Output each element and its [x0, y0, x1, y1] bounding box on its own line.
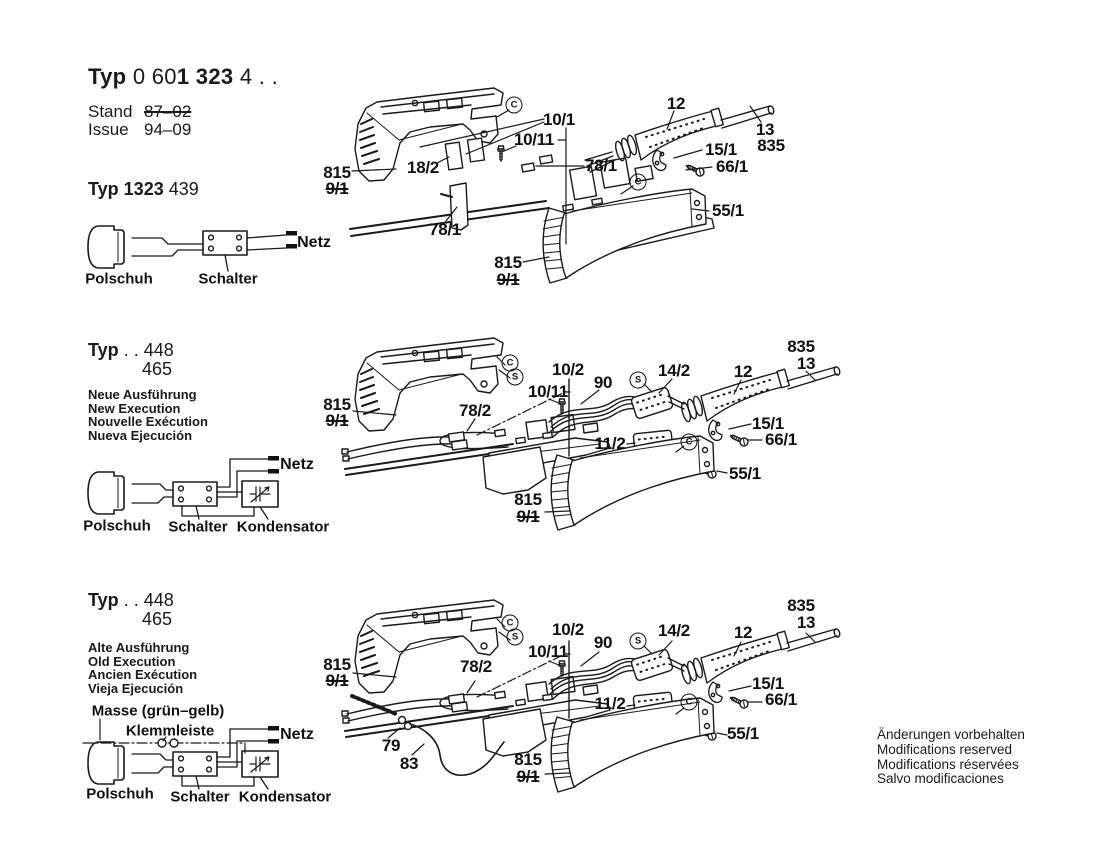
execution-note-new: Neue Ausführung New Execution Nouvelle Exécution Nueva Ejecución	[88, 387, 208, 443]
part-90: 90	[593, 633, 613, 652]
circled-s-marker: S	[507, 629, 524, 646]
part-90: 90	[593, 373, 613, 392]
part-9-1-superseded: 9/1	[325, 411, 349, 430]
part-815: 815	[323, 163, 351, 182]
document-title: Typ 0 601 323 4 . .	[88, 64, 279, 89]
kondensator-label: Kondensator	[236, 518, 330, 536]
circled-c-marker: C	[502, 615, 519, 632]
stand-value-superseded: 87–02	[144, 102, 192, 121]
part-15-1: 15/1	[705, 140, 737, 159]
typ-label: Typ	[88, 64, 127, 89]
part-10-11: 10/11	[527, 382, 569, 401]
execution-note-old: Alte Ausführung Old Execution Ancien Exécution Vieja Ejecución	[88, 640, 198, 696]
part-12: 12	[733, 362, 753, 381]
part-78-1: 78/1	[429, 220, 461, 239]
part-14-2: 14/2	[658, 621, 690, 640]
part-15-1: 15/1	[752, 674, 784, 693]
issue-value: 94–09	[144, 120, 192, 139]
netz-label: Netz	[280, 456, 314, 473]
circled-s-marker: S	[630, 633, 647, 650]
part-14-2: 14/2	[658, 361, 690, 380]
netz-label: Netz	[280, 726, 314, 743]
part-12: 12	[666, 94, 686, 113]
part-13: 13	[796, 613, 816, 632]
part-78-1: 78/1	[585, 156, 617, 175]
modifications-notice: Änderungen vorbehalten Modifications reserved Modifications réservées Salvo modificaciones	[877, 727, 1025, 787]
circled-c-marker: C	[681, 694, 698, 711]
part-9-1-superseded: 9/1	[516, 507, 540, 526]
polschuh-label: Polschuh	[83, 517, 151, 535]
section-title-448-465-new: Typ . . 448 465	[88, 340, 174, 379]
part-815: 815	[514, 750, 542, 769]
klemmleiste-label: Klemmleiste	[125, 722, 215, 740]
part-9-1-superseded: 9/1	[325, 671, 349, 690]
part-13: 13	[755, 120, 775, 139]
circled-c-marker: C	[502, 355, 519, 372]
part-66-1: 66/1	[716, 157, 748, 176]
part-815: 815	[514, 490, 542, 509]
schalter-label: Schalter	[170, 788, 230, 806]
part-10-11: 10/11	[527, 642, 569, 661]
section-title-448-465-old: Typ . . 448 465	[88, 590, 174, 629]
part-13: 13	[796, 354, 816, 373]
circled-c-marker: C	[681, 434, 698, 451]
part-55-1: 55/1	[712, 201, 744, 220]
circled-c-marker: C	[506, 97, 523, 114]
part-66-1: 66/1	[765, 690, 797, 709]
part-66-1: 66/1	[765, 430, 797, 449]
part-9-1-superseded: 9/1	[516, 767, 540, 786]
part-10-2: 10/2	[552, 620, 584, 639]
part-78-2: 78/2	[460, 657, 492, 676]
part-10-11: 10/11	[513, 130, 555, 149]
schalter-label: Schalter	[168, 518, 228, 536]
section-title-1323-439: Typ 1323 439	[88, 179, 199, 199]
part-11-2: 11/2	[594, 694, 626, 713]
kondensator-label: Kondensator	[238, 788, 332, 806]
netz-label: Netz	[297, 234, 331, 251]
part-815: 815	[323, 655, 351, 674]
part-11-2: 11/2	[594, 434, 626, 453]
part-9-1-superseded: 9/1	[496, 270, 520, 289]
part-12: 12	[733, 623, 753, 642]
circled-s-marker: S	[507, 369, 524, 386]
schalter-label: Schalter	[198, 270, 258, 288]
part-835: 835	[757, 136, 785, 155]
masse-label: Masse (grün–gelb)	[91, 702, 225, 720]
part-835: 835	[787, 337, 815, 356]
part-10-2: 10/2	[552, 360, 584, 379]
polschuh-label: Polschuh	[86, 785, 154, 803]
circled-c-marker: C	[630, 174, 647, 191]
part-15-1: 15/1	[752, 414, 784, 433]
circled-s-marker: S	[630, 372, 647, 389]
part-18-2: 18/2	[407, 158, 439, 177]
stand-row: Stand 87–02	[88, 102, 192, 121]
part-79: 79	[381, 736, 401, 755]
part-835: 835	[787, 596, 815, 615]
part-9-1-superseded: 9/1	[325, 179, 349, 198]
part-78-2: 78/2	[459, 401, 491, 420]
part-55-1: 55/1	[727, 724, 759, 743]
part-55-1: 55/1	[729, 464, 761, 483]
part-815: 815	[494, 253, 522, 272]
issue-row: Issue 94–09	[88, 120, 192, 139]
polschuh-label: Polschuh	[85, 270, 153, 288]
part-83: 83	[399, 754, 419, 773]
part-815: 815	[323, 395, 351, 414]
part-10-1: 10/1	[543, 110, 575, 129]
